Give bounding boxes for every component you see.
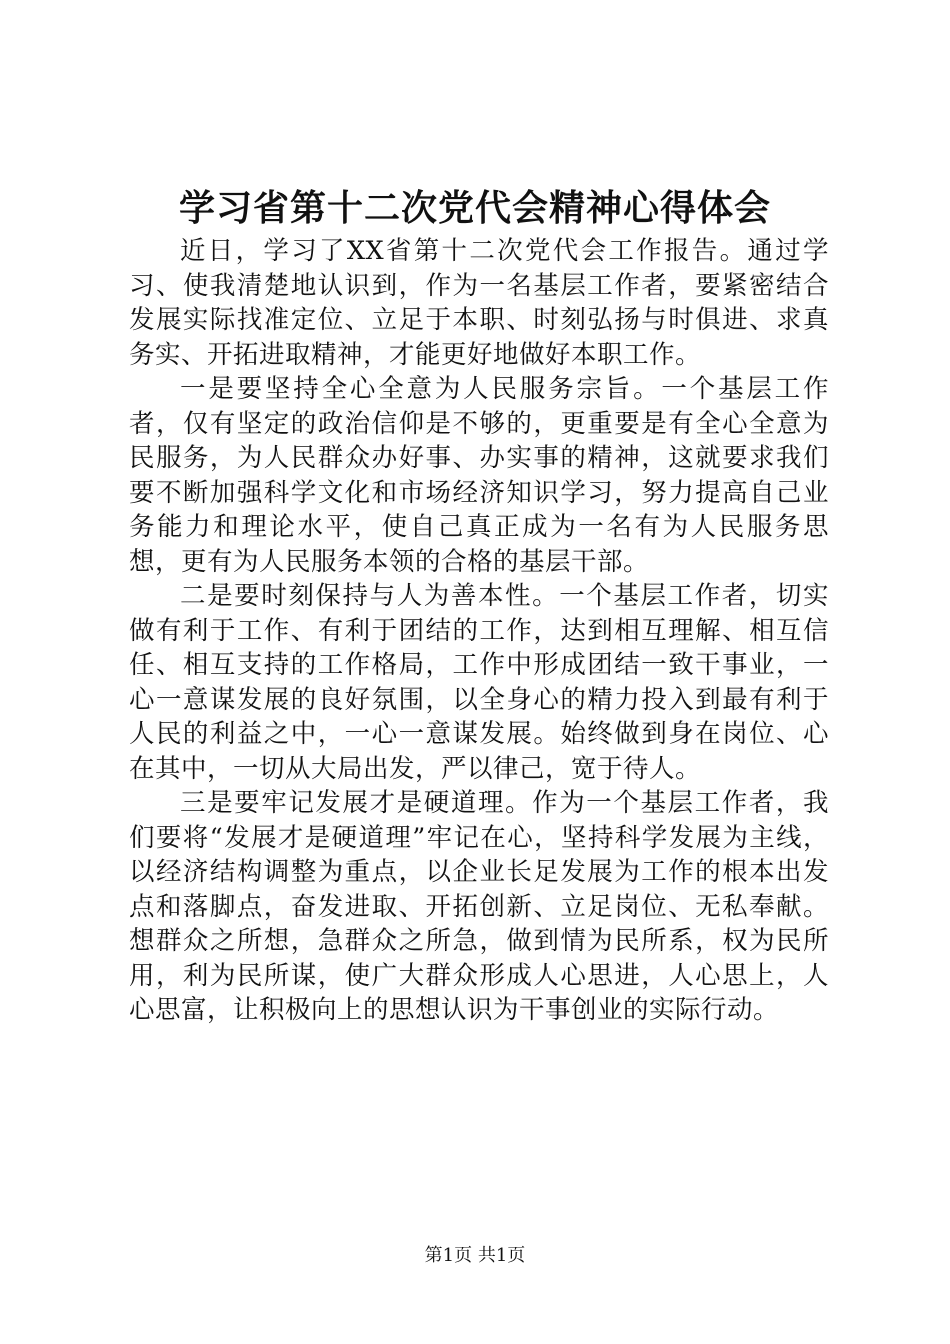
- paragraph-point-one: 一是要坚持全心全意为人民服务宗旨。一个基层工作者，仅有坚定的政治信仰是不够的，更重要是有全心全意为民服务，为人民群众办好事、办实事的精神，这就要求我们要不断加强科学文化和市场经济知识学习，努力提高自己业务能力和理论水平，使自己真正成为一名有为人民服务思想，更有为人民服务本领的合格的基层干部。: [129, 374, 829, 577]
- paragraph-intro: 近日，学习了XX省第十二次党代会工作报告。通过学习、使我清楚地认识到，作为一名基层工作者，要紧密结合发展实际找准定位、立足于本职、时刻弘扬与时俱进、求真务实、开拓进取精神，才能更好地做好本职工作。: [129, 236, 829, 370]
- page-number: 第1页: [424, 1245, 473, 1266]
- paragraph-point-two: 二是要时刻保持与人为善本性。一个基层工作者，切实做有利于工作、有利于团结的工作，达到相互理解、相互信任、相互支持的工作格局，工作中形成团结一致干事业，一心一意谋发展的良好氛围，以全身心的精力投入到最有利于人民的利益之中，一心一意谋发展。始终做到身在岗位、心在其中，一切从大局出发，严以律己，宽于待人。: [129, 581, 829, 784]
- page-total: 共1页: [477, 1245, 526, 1266]
- paragraph-point-three: 三是要牢记发展才是硬道理。作为一个基层工作者，我们要将“发展才是硬道理”牢记在心，坚持科学发展为主线，以经济结构调整为重点，以企业长足发展为工作的根本出发点和落脚点，奋发进取、开拓创新、立足岗位、无私奉献。想群众之所想，急群众之所急，做到情为民所系，权为民所用，利为民所谋，使广大群众形成人心思进，人心思上，人心思富，让积极向上的思想认识为干事创业的实际行动。: [129, 788, 829, 1025]
- document-title: 学习省第十二次党代会精神心得体会: [178, 187, 771, 229]
- document-body: [129, 234, 829, 1028]
- page-footer: [0, 1244, 950, 1268]
